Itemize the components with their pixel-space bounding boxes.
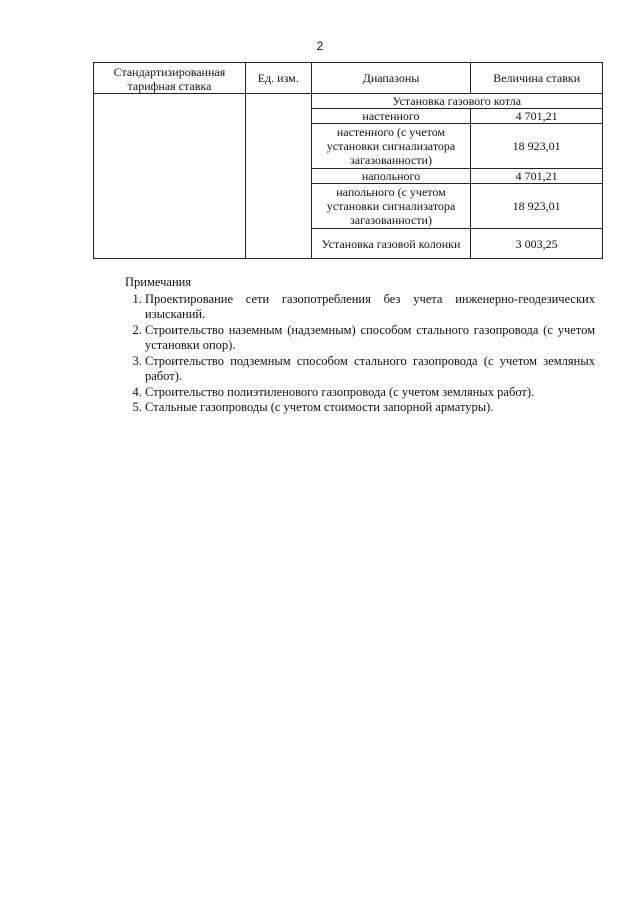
note-item: 5. Стальные газопроводы (с учетом стоимости запорной арматуры). [145, 400, 595, 416]
unit-cell [245, 94, 311, 259]
section-row [94, 94, 603, 109]
notes-section [125, 275, 595, 416]
rate-cell: 18 923,01 [471, 184, 603, 229]
rate-cell: 4 701,21 [471, 109, 603, 124]
note-item: 3. Строительство подземным способом стального газопровода (с учетом земляных работ). [145, 354, 595, 385]
header-unit: Ед. изм. [245, 63, 311, 94]
range-cell: напольного (с учетом установки сигнализатора загазованности) [311, 184, 471, 229]
tariff-table [93, 62, 603, 259]
header-ranges: Диапазоны [311, 63, 471, 94]
rate-cell: 18 923,01 [471, 124, 603, 169]
header-tariff: Стандартизированная тарифная ставка [94, 63, 246, 94]
page-number: 2 [316, 39, 324, 53]
notes-title: Примечания [125, 275, 192, 289]
note-item: 1. Проектирование сети газопотребления без учета инженерно-геодезических изысканий. [145, 292, 595, 323]
range-cell: Установка газовой колонки [311, 229, 471, 259]
rate-cell: 3 003,25 [471, 229, 603, 259]
range-cell: настенного [311, 109, 471, 124]
section-title: Установка газового котла [311, 94, 602, 109]
note-item: 2. Строительство наземным (надземным) способом стального газопровода (с учетом установки опор). [145, 323, 595, 354]
header-rate-value: Величина ставки [471, 63, 603, 94]
range-cell: напольного [311, 169, 471, 184]
tariff-cell [94, 94, 246, 259]
rate-cell: 4 701,21 [471, 169, 603, 184]
note-item: 4. Строительство полиэтиленового газопровода (с учетом земляных работ). [145, 385, 595, 401]
table-header-row [94, 63, 603, 94]
notes-list [125, 292, 595, 416]
range-cell: настенного (с учетом установки сигнализатора загазованности) [311, 124, 471, 169]
